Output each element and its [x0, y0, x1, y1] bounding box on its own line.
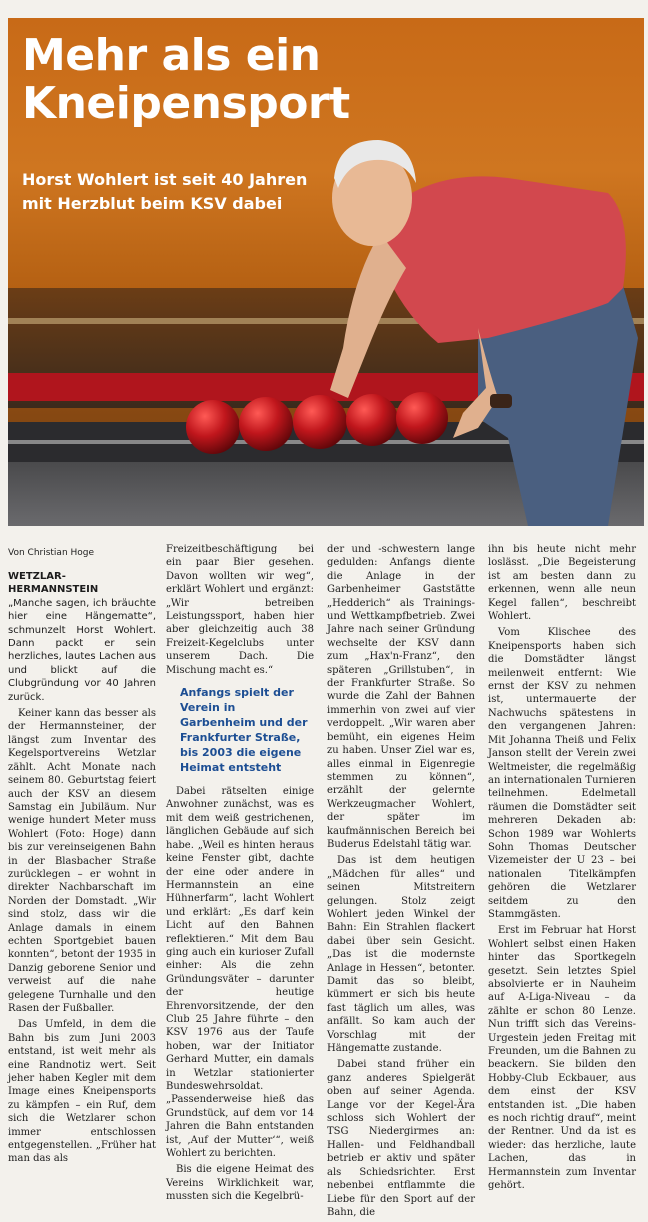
watch [490, 394, 512, 408]
column-1 [8, 570, 156, 1169]
paragraph: der und -schwestern lange gedulden: Anfangs diente die Anlage in der Garbenheimer Gaststätte „Hedderich“ als Trainings- und Wettkampfbetrieb. Zwei Jahre nach seiner Gründung wechselte der KSV dann zum „Hax'n-Franz“, den späteren „Grillstuben“, in der Frankfurter Straße. So wurde die Zahl der Bahnen immerhin von zwei auf vier verdoppelt. „Wir waren aber bemüht, ein eigenes Heim zu haben. Unser Ziel war es, alles einmal in Eigenregie stemmen zu können“, erzählt der gelernte Werkzeugmacher Wohlert, der später im kaufmännischen Bereich bei Buderus Edelstahl tätig war. [327, 544, 475, 850]
paragraph: Dabei rätselten einige Anwohner zunächst, was es mit dem weiß gestrichenen, länglichen Gebäude auf sich habe. „Weil es hinten heraus keine Fenster gibt, dachte der eine oder andere in Hermannstein an eine Hühnerfarm“, lacht Wohlert und erklärt: „Es darf kein Licht auf den Bahnen reflektieren.“ Mit dem Bau ging auch ein kurioser Zufall einher: Als die zehn Gründungsväter – darunter der heutige Ehrenvorsitzende, der den Club 25 Jahre führte – den KSV 1976 aus der Taufe hoben, war der Initiator Gerhard Mutter, ein damals in Wetzlar stationierter Bundeswehrsoldat. „Passenderweise hieß das Grundstück, auf dem vor 14 Jahren die Bahn entstanden ist, ‚Auf der Mutter‘“, weiß Wohlert zu berichten. [166, 786, 314, 1160]
bowling-ball [186, 400, 240, 454]
paragraph: Keiner kann das besser als der Hermannsteiner, der längst zum Inventar des Kegelsportvereins Wetzlar zählt. Acht Monate nach seinem 80. Geburtstag feiert auch der KSV an diesem Samstag ein Jubiläum. Nur wenige hundert Meter muss Wohlert (Foto: Hoge) dann bis zur vereinseigenen Bahn in der Blasbacher Straße zurücklegen – er wohnt in direkter Nachbarschaft im Norden der Domstadt. „Wir sind stolz, dass wir die Anlage damals in einem echten Sportgebiet bauen konnten“, betont der 1935 in Danzig geborene Senior und verweist auf die nahe gelegene Turnhalle und den Rasen der Fußballer. [8, 708, 156, 1014]
column-2 [166, 543, 314, 1207]
subheadline: Horst Wohlert ist seit 40 Jahren mit Herzblut beim KSV dabei [22, 170, 308, 213]
column-4 [488, 543, 636, 1196]
paragraph: Das ist dem heutigen „Mädchen für alles“ und seinen Mitstreitern gelungen. Stolz zeigt Wohlert jeden Winkel der Bahn: Ein Strahlen flackert dabei über sein Gesicht. „Das ist die modernste Anlage in Hessen“, betonter. Damit das so bleibt, kümmert er sich bis heute fast täglich um alles, was anfällt. So kam auch der Vorschlag mit der Hängematte zustande. [327, 855, 475, 1055]
bowling-ball [396, 392, 448, 444]
pullquote: Anfangs spielt der Verein in Garbenheim und der Frankfurter Straße, bis 2003 die eigene Heimat entsteht [180, 686, 308, 775]
paragraph: Freizeitbeschäftigung bei ein paar Bier gesehen. Davon wollten wir weg“, erklärt Wohlert und ergänzt: „Wir betreiben Leistungssport, haben hier aber gleichzeitig auch 38 Freizeit-Kegelclubs unter unserem Dach. Die Mischung macht es.“ [166, 544, 314, 676]
article-photo [8, 18, 644, 526]
paragraph: Dabei stand früher ein ganz anderes Spielgerät oben auf seiner Agenda. Lange vor der Kegel-Ära schloss sich Wohlert der TSG Niedergirmes an: Hallen- und Feldhandball betrieb er aktiv und später als Schiedsrichter. Erst nebenbei entflammte die Liebe für den Sport auf der Bahn, die [327, 1059, 475, 1218]
bowling-ball [239, 397, 293, 451]
bowling-ball [346, 394, 398, 446]
paragraph: Erst im Februar hat Horst Wohlert selbst einen Haken hinter das Sportkegeln gesetzt. Sein letztes Spiel absolvierte er in Nauheim auf A-Liga-Niveau – da zählte er schon 80 Lenze. Nun trifft sich das Vereins-Urgestein jeden Freitag mit Freunden, um die Bahnen zu beackern. Sie bilden den Hobby-Club Eckbauer, aus dem einst der KSV entstanden ist. „Die haben es noch richtig drauf“, meint der Rentner. Und da ist es wieder: das herzliche, laute Lachen, das in Hermannstein zum Inventar gehört. [488, 925, 636, 1192]
intro-text: „Manche sagen, ich bräuchte hier eine Hängematte“, schmunzelt Horst Wohlert. Dann packt er sein herzliches, lautes Lachen aus und blickt auf die Clubgründung vor 40 Jahren zurück. [8, 597, 156, 703]
dateline: WETZLAR-HERMANNSTEIN [8, 571, 99, 596]
intro [8, 570, 156, 704]
paragraph: ihn bis heute nicht mehr loslässt. „Die Begeisterung ist am besten dann zu erkennen, wenn alle neun Kegel fallen“, beschreibt Wohlert. [488, 544, 636, 623]
headline: Mehr als ein Kneipensport [22, 30, 350, 129]
bowling-ball [293, 395, 347, 449]
byline: Von Christian Hoge [8, 548, 95, 558]
paragraph: Das Umfeld, in dem die Bahn bis zum Juni 2003 entstand, ist weit mehr als eine Randnotiz wert. Seit jeher haben Kegler mit dem Image eines Kneipensports zu kämpfen – ein Ruf, dem sich die Wetzlarer schon immer entschlossen entgegenstellen. „Früher hat man das als [8, 1019, 156, 1165]
column-3 [327, 543, 475, 1222]
paragraph: Bis die eigene Heimat des Vereins Wirklichkeit war, mussten sich die Kegelbrü- [166, 1164, 314, 1203]
paragraph: Vom Klischee des Kneipensports haben sich die Domstädter längst meilenweit entfernt: Wie ernst der KSV zu nehmen ist, untermauerte der Nachwuchs spätestens in den vergangenen Jahren: Mit Johanna Theiß und Felix Janson stellt der Verein zwei Weltmeister, die regelmäßig an internationalen Turnieren teilnehmen. Edelmetall räumen die Domstädter seit mehreren Dekaden ab: Schon 1989 war Wohlerts Sohn Thomas Deutscher Vizemeister der U 23 – bei nationalen Titelkämpfen gehören die Wetzlarer seitdem zu den Stammgästen. [488, 627, 636, 920]
